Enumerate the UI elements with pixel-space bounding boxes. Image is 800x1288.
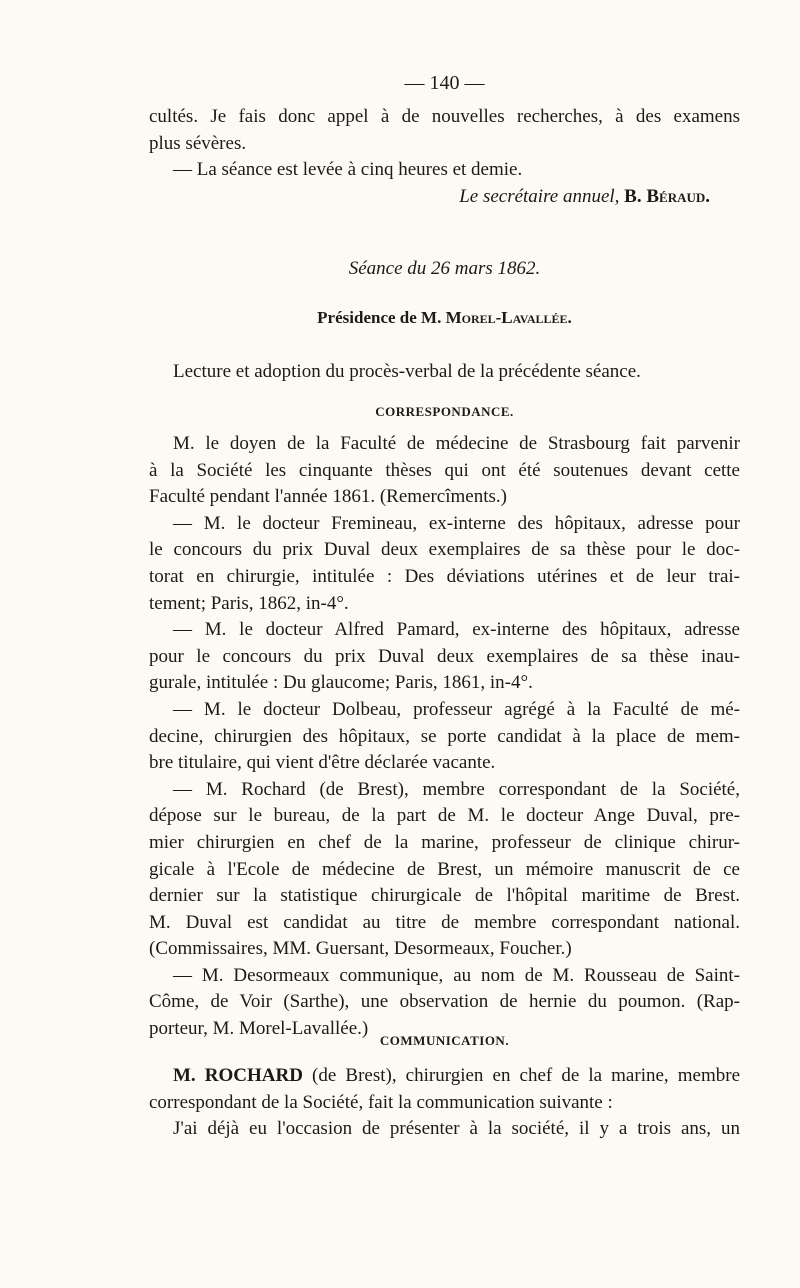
text-line: — M. le docteur Alfred Pamard, ex-interne des hôpitaux, adresse [173,619,740,641]
text-line: tement; Paris, 1862, in-4°. [149,592,349,614]
session-title: Séance du 26 mars 1862. [348,258,541,279]
text-line: — M. le docteur Dolbeau, professeur agrégé à la Faculté de mé- [173,698,740,720]
text-line: gicale à l'Ecole de médecine de Brest, un mémoire manuscrit de ce [149,858,740,880]
text-line: — M. Rochard (de Brest), membre correspondant de la Société, [173,778,740,800]
text-line: mier chirurgien en chef de la marine, professeur de clinique chirur- [149,831,740,853]
text-line: le concours du prix Duval deux exemplaires de sa thèse pour le doc- [149,539,740,561]
text-line: bre titulaire, qui vient d'être déclarée vacante. [149,752,496,774]
text-line: J'ai déjà eu l'occasion de présenter à la société, il y a trois ans, un [173,1118,740,1140]
text-line: correspondant de la Société, fait la communication suivante : [149,1091,613,1113]
section-heading-communication: COMMUNICATION. [379,1033,510,1048]
intro-block [149,104,740,210]
text-line: — M. Desormeaux communique, au nom de M. Rousseau de Saint- [173,964,740,986]
text-line: cultés. Je fais donc appel à de nouvelles recherches, à des examens [149,106,740,127]
text-line: pour le concours du prix Duval deux exemplaires de sa thèse inau- [149,645,740,667]
presidence-label: Présidence de [317,308,417,327]
text-line: M. le doyen de la Faculté de médecine de Strasbourg fait parvenir [173,433,740,454]
text-line: dernier sur la statistique chirurgicale de l'hôpital maritime de Brest. [149,885,740,907]
section-heading-correspondance: CORRESPONDANCE. [375,404,514,419]
signature-role: Le secrétaire annuel, [459,185,620,207]
text-line: plus sévères. [149,132,247,154]
text-line: Côme, de Voir (Sarthe), une observation de hernie du poumon. (Rap- [149,991,740,1013]
communication-body [149,1063,740,1143]
signature-name: B. Béraud. [624,185,710,207]
text-line: — M. le docteur Fremineau, ex-interne des hôpitaux, adresse pour [173,512,740,534]
text-line: porteur, M. Morel-Lavallée.) [149,1018,369,1040]
text-line: — La séance est levée à cinq heures et demie. [173,159,523,181]
speaker-name: M. ROCHARD [173,1065,303,1086]
text-line: à la Société les cinquante thèses qui ont été soutenues devant cette [149,459,740,481]
text-line: M. Duval est candidat au titre de membre correspondant national. [149,911,740,933]
signature [149,184,740,211]
correspondance-body [149,431,740,1043]
text-line: decine, chirurgien des hôpitaux, se porte candidat à la place de mem- [149,725,740,747]
text-line: gurale, intitulée : Du glaucome; Paris, 1861, in-4°. [149,672,533,694]
presidence-name: M. Morel-Lavallée. [421,308,572,327]
text-line: Faculté pendant l'année 1861. (Remercîments.) [149,486,507,508]
text-line: (Commissaires, MM. Guersant, Desormeaux, Foucher.) [149,938,572,960]
page-number: — 140 — [404,72,485,94]
text-line: torat en chirurgie, intitulée : Des déviations utérines et de leur trai- [149,565,740,587]
text-line: M. ROCHARD (de Brest), chirurgien en chef de la marine, membre [173,1065,740,1086]
lecture-line: Lecture et adoption du procès-verbal de la précédente séance. [173,361,641,382]
text-line: dépose sur le bureau, de la part de M. le docteur Ange Duval, pre- [149,805,740,827]
presidence-line [149,308,740,328]
